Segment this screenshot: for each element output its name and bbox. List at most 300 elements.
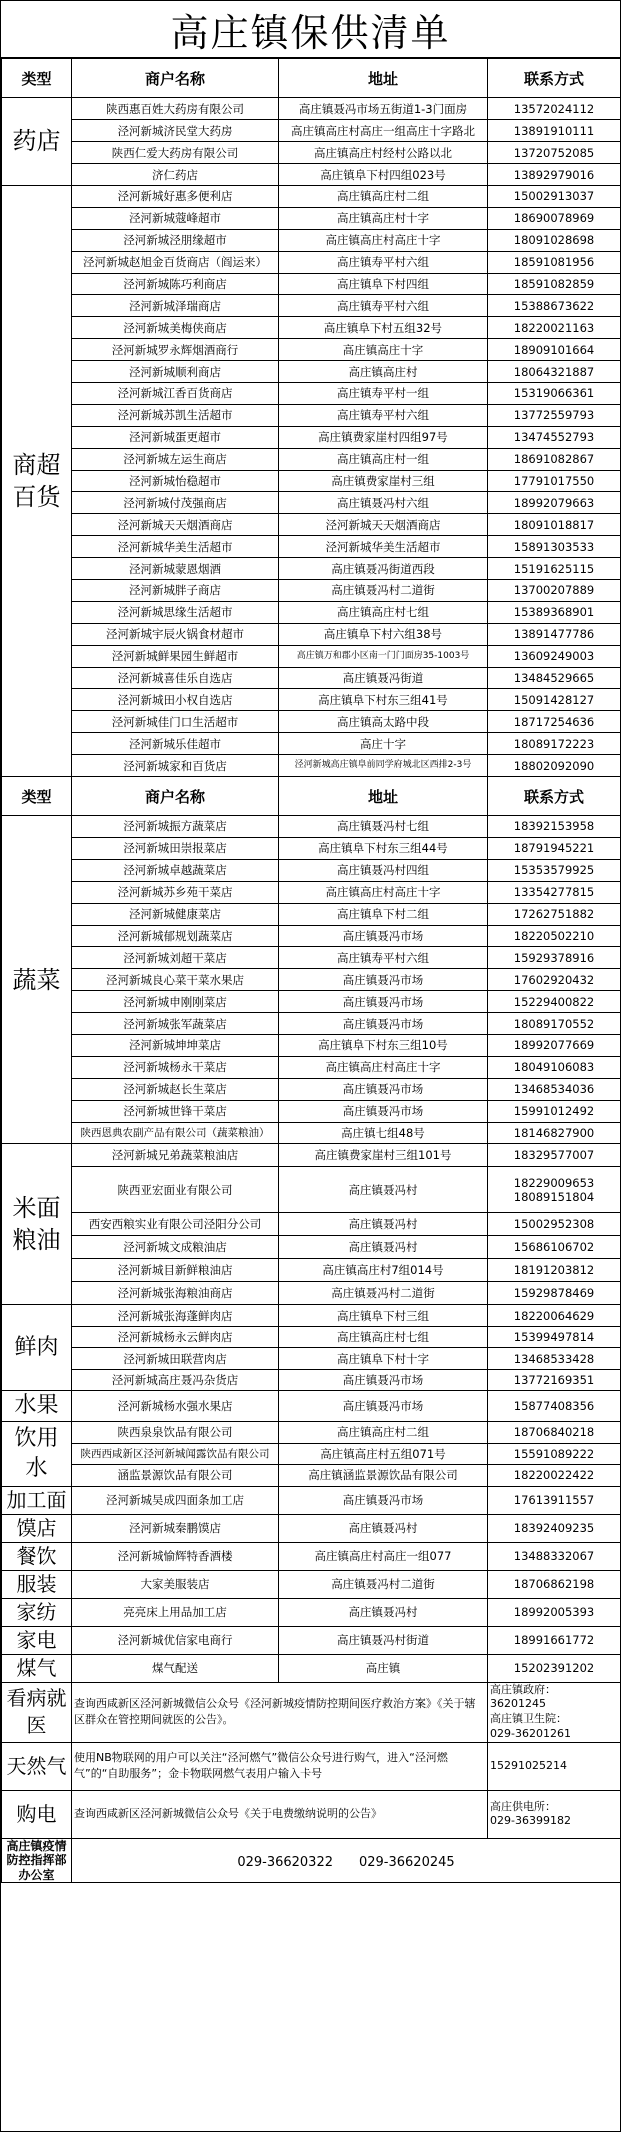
merchant-address: 泾河新城高庄镇阜前同学府城北区西排2-3号: [279, 755, 488, 777]
table-row: [2, 1626, 621, 1654]
merchant-contact: 15877408356: [488, 1391, 621, 1422]
merchant-contact: 18802092090: [488, 755, 621, 777]
merchant-name: 泾河新城天天烟酒商店: [72, 514, 279, 536]
merchant-address: 高庄镇高庄村高庄十字: [279, 881, 488, 903]
merchant-address: 高庄镇阜下村三组: [279, 1305, 488, 1327]
category-single: 餐饮: [2, 1542, 72, 1570]
merchant-address: 高庄镇聂冯村: [279, 1236, 488, 1259]
table-row: [2, 601, 621, 623]
table-row: [2, 120, 621, 142]
merchant-contact: 18992005393: [488, 1598, 621, 1626]
merchant-contact: 15591089222: [488, 1443, 621, 1465]
table-row: [2, 229, 621, 251]
merchant-address: 高庄镇聂冯市场: [279, 1486, 488, 1514]
table-row: [2, 426, 621, 448]
merchant-contact: 18690078969: [488, 207, 621, 229]
header-name: 商户名称: [72, 59, 279, 98]
merchant-address: 高庄镇聂冯村六组: [279, 492, 488, 514]
merchant-name: 泾河新城良心菜干菜水果店: [72, 969, 279, 991]
table-row: [2, 339, 621, 361]
merchant-contact: 13891477786: [488, 623, 621, 645]
merchant-address: 高庄镇聂冯市场: [279, 925, 488, 947]
merchant-name: 泾河新城田崇报菜店: [72, 837, 279, 859]
merchant-contact: 13772169351: [488, 1369, 621, 1391]
merchant-address: 高庄镇费家崖村四组97号: [279, 426, 488, 448]
merchant-name: 泾河新城秦鹏馍店: [72, 1514, 279, 1542]
merchant-name: 泾河新城刘超干菜店: [72, 947, 279, 969]
merchant-contact: 13609249003: [488, 645, 621, 667]
table-row: [2, 164, 621, 186]
merchant-contact: 18591082859: [488, 273, 621, 295]
table-row: [2, 1514, 621, 1542]
table-row: [2, 98, 621, 120]
merchant-address: 高庄镇万和郡小区南一门门面房35-1003号: [279, 645, 488, 667]
merchant-name: 陕西惠百姓大药房有限公司: [72, 98, 279, 120]
table-row: [2, 273, 621, 295]
merchant-address: 高庄镇高庄村五组071号: [279, 1443, 488, 1465]
merchant-contact: 15202391202: [488, 1654, 621, 1682]
header-row: [2, 777, 621, 816]
merchant-name: 泾河新城罗永辉烟酒商行: [72, 339, 279, 361]
merchant-address: 高庄镇聂冯市场: [279, 1369, 488, 1391]
merchant-name: 泾河新城左运生商店: [72, 448, 279, 470]
merchant-address: 高庄镇聂冯村二道街: [279, 580, 488, 602]
merchant-name: 陕西仁爱大药房有限公司: [72, 142, 279, 164]
header-address: 地址: [279, 777, 488, 816]
merchant-address: 高庄镇高庄村: [279, 361, 488, 383]
table-row: [2, 492, 621, 514]
merchant-contact: 15929378916: [488, 947, 621, 969]
merchant-contact: 15229400822: [488, 991, 621, 1013]
merchant-address: 高庄镇阜下村四组023号: [279, 164, 488, 186]
merchant-address: 高庄镇涵监景源饮品有限公司: [279, 1465, 488, 1487]
category-supermarket: 商超百货: [2, 186, 72, 777]
category-vegetable: 蔬菜: [2, 816, 72, 1144]
table-row: [2, 1326, 621, 1348]
merchant-name: 西安西粮实业有限公司泾阳分公司: [72, 1213, 279, 1236]
merchant-contact: 15388673622: [488, 295, 621, 317]
merchant-address: 高庄镇寿平村六组: [279, 251, 488, 273]
merchant-address: 高庄镇阜下村六组38号: [279, 623, 488, 645]
table-row: [2, 1465, 621, 1487]
table-row: [2, 470, 621, 492]
merchant-name: 陕西亚宏面业有限公司: [72, 1167, 279, 1213]
merchant-name: 泾河新城坤坤菜店: [72, 1034, 279, 1056]
merchant-address: 高庄镇聂冯村: [279, 1514, 488, 1542]
category-water: 饮用水: [2, 1422, 72, 1487]
merchant-name: 陕西西咸新区泾河新城闻露饮品有限公司: [72, 1443, 279, 1465]
merchant-contact: 15353579925: [488, 859, 621, 881]
table-row: [2, 1305, 621, 1327]
merchant-contact: 18089170552: [488, 1013, 621, 1035]
header-address: 地址: [279, 59, 488, 98]
table-row: [2, 142, 621, 164]
merchant-address: 高庄镇聂冯市场: [279, 1078, 488, 1100]
merchant-contact: 13484529665: [488, 667, 621, 689]
merchant-contact: 15399497814: [488, 1326, 621, 1348]
table-row: [2, 1122, 621, 1144]
merchant-name: 泾河新城鲜果园生鲜超市: [72, 645, 279, 667]
merchant-name: 泾河新城杨永云鲜肉店: [72, 1326, 279, 1348]
merchant-name: 泾河新城蒙恩烟酒: [72, 558, 279, 580]
merchant-address: 高庄镇阜下村东三组41号: [279, 689, 488, 711]
category-notice: 看病就医: [2, 1682, 72, 1742]
category-single: 加工面: [2, 1486, 72, 1514]
merchant-name: 泾河新城吴成四面条加工店: [72, 1486, 279, 1514]
merchant-address: 高庄镇高庄村高庄一组高庄十字路北: [279, 120, 488, 142]
merchant-name: 泾河新城兄弟蔬菜粮油店: [72, 1144, 279, 1167]
header-row: [2, 59, 621, 98]
table-row: [2, 448, 621, 470]
merchant-name: 泾河新城家和百货店: [72, 755, 279, 777]
table-row: [2, 317, 621, 339]
merchant-name: 大家美服装店: [72, 1570, 279, 1598]
merchant-name: 陕西泉泉饮品有限公司: [72, 1422, 279, 1444]
table-row: [2, 1078, 621, 1100]
merchant-contact: 18091028698: [488, 229, 621, 251]
merchant-name: 泾河新城赵旭金百货商店（阎运来）: [72, 251, 279, 273]
table-row: [2, 623, 621, 645]
table-row: [2, 295, 621, 317]
merchant-address: 高庄镇高庄十字: [279, 339, 488, 361]
merchant-name: 泾河新城怡稳超市: [72, 470, 279, 492]
merchant-address: 高庄镇聂冯村: [279, 1213, 488, 1236]
category-notice: 购电: [2, 1790, 72, 1838]
merchant-name: 泾河新城美梅侠商店: [72, 317, 279, 339]
header-type: 类型: [2, 59, 72, 98]
merchant-name: 泾河新城胖子商店: [72, 580, 279, 602]
table-row: [2, 1391, 621, 1422]
merchant-address: 高庄镇高庄村高庄十字: [279, 229, 488, 251]
merchant-name: 泾河新城佳门口生活超市: [72, 711, 279, 733]
merchant-address: 高庄镇聂冯市场: [279, 969, 488, 991]
table-row: [2, 733, 621, 755]
merchant-name: 泾河新城赵长生菜店: [72, 1078, 279, 1100]
merchant-address: 高庄镇聂冯村: [279, 1167, 488, 1213]
merchant-contact: 15686106702: [488, 1236, 621, 1259]
merchant-contact: 17602920432: [488, 969, 621, 991]
merchant-address: 高庄镇聂冯市场五街道1-3门面房: [279, 98, 488, 120]
merchant-contact: 15389368901: [488, 601, 621, 623]
merchant-address: 高庄镇寿平村六组: [279, 947, 488, 969]
category-pharmacy: 药店: [2, 98, 72, 186]
merchant-name: 泾河新城申刚刚菜店: [72, 991, 279, 1013]
merchant-contact: 18991661772: [488, 1626, 621, 1654]
merchant-contact: 15191625115: [488, 558, 621, 580]
merchant-name: 煤气配送: [72, 1654, 279, 1682]
merchant-name: 泾河新城蔻峰超市: [72, 207, 279, 229]
merchant-address: 高庄镇高庄村七组: [279, 1326, 488, 1348]
table-row: [2, 251, 621, 273]
merchant-address: 高庄镇寿平村一组: [279, 383, 488, 405]
table-row: [2, 514, 621, 536]
merchant-contact: 18992077669: [488, 1034, 621, 1056]
table-row: [2, 1056, 621, 1078]
merchant-contact: 18191203812: [488, 1259, 621, 1282]
merchant-contact: 15319066361: [488, 383, 621, 405]
notice-row: [2, 1682, 621, 1742]
merchant-address: 高庄镇聂冯村二道街: [279, 1570, 488, 1598]
merchant-address: 高庄镇聂冯村: [279, 1598, 488, 1626]
table-row: [2, 816, 621, 838]
notice-row: [2, 1790, 621, 1838]
merchant-name: 泾河新城文成粮油店: [72, 1236, 279, 1259]
merchant-name: 泾河新城好惠多便利店: [72, 186, 279, 208]
table-row: [2, 755, 621, 777]
merchant-name: 泾河新城卓越蔬菜店: [72, 859, 279, 881]
notice-contact: 高庄镇政府： 36201245 高庄镇卫生院： 029-36201261: [488, 1682, 621, 1742]
merchant-address: 高庄镇阜下村二组: [279, 903, 488, 925]
header-contact: 联系方式: [488, 777, 621, 816]
merchant-contact: 18909101664: [488, 339, 621, 361]
table-row: [2, 1100, 621, 1122]
merchant-address: 高庄镇聂冯市场: [279, 1391, 488, 1422]
merchant-name: 泾河新城田小权自选店: [72, 689, 279, 711]
merchant-contact: 13700207889: [488, 580, 621, 602]
merchant-contact: 13468533428: [488, 1348, 621, 1370]
merchant-contact: 17613911557: [488, 1486, 621, 1514]
merchant-address: 高庄镇费家崖村三组: [279, 470, 488, 492]
notice-text: 使用NB物联网的用户可以关注“泾河燃气”微信公众号进行购气，进入“泾河燃气”的“自助服务”；金卡物联网燃气表用户输入卡号: [72, 1742, 488, 1790]
merchant-name: 济仁药店: [72, 164, 279, 186]
table-row: [2, 1443, 621, 1465]
category-single: 家纺: [2, 1598, 72, 1626]
merchant-address: 高庄镇聂冯市场: [279, 991, 488, 1013]
merchant-address: 高庄镇阜下村五组32号: [279, 317, 488, 339]
merchant-name: 泾河新城喜佳乐自选店: [72, 667, 279, 689]
notice-contact: 高庄供电所： 029-36399182: [488, 1790, 621, 1838]
table-row: [2, 881, 621, 903]
table-row: [2, 1144, 621, 1167]
merchant-contact: 13468534036: [488, 1078, 621, 1100]
merchant-contact: 13772559793: [488, 404, 621, 426]
supply-table: [1, 58, 621, 1883]
merchant-contact: 18717254636: [488, 711, 621, 733]
table-row: [2, 1034, 621, 1056]
table-row: [2, 1236, 621, 1259]
notice-row: [2, 1742, 621, 1790]
merchant-contact: 18229009653 18089151804: [488, 1167, 621, 1213]
merchant-address: 高庄镇聂冯村二道街: [279, 1282, 488, 1305]
notice-text: 查询西咸新区泾河新城微信公众号《泾河新城疫情防控期间医疗救治方案》《关于辖区群众在管控期间就医的公告》。: [72, 1682, 488, 1742]
table-row: [2, 1369, 621, 1391]
merchant-contact: 18220021163: [488, 317, 621, 339]
page-title: 高庄镇保供清单: [1, 1, 620, 58]
category-single: 家电: [2, 1626, 72, 1654]
merchant-contact: 15891303533: [488, 536, 621, 558]
table-row: [2, 404, 621, 426]
table-row: [2, 558, 621, 580]
merchant-name: 泾河新城顺利商店: [72, 361, 279, 383]
merchant-contact: 15091428127: [488, 689, 621, 711]
table-row: [2, 536, 621, 558]
category-single: 煤气: [2, 1654, 72, 1682]
table-row: [2, 1654, 621, 1682]
notice-text: 查询西咸新区泾河新城微信公众号《关于电费缴纳说明的公告》: [72, 1790, 488, 1838]
table-row: [2, 947, 621, 969]
merchant-name: 泾河新城健康菜店: [72, 903, 279, 925]
merchant-name: 泾河新城泽瑞商店: [72, 295, 279, 317]
merchant-name: 陕西恩典农副产品有限公司（蔬菜粮油）: [72, 1122, 279, 1144]
merchant-address: 高庄镇七组48号: [279, 1122, 488, 1144]
table-row: [2, 207, 621, 229]
table-row: [2, 925, 621, 947]
merchant-name: 泾河新城泾朋缘超市: [72, 229, 279, 251]
merchant-contact: 18146827900: [488, 1122, 621, 1144]
table-row: [2, 1282, 621, 1305]
merchant-contact: 17791017550: [488, 470, 621, 492]
merchant-address: 高庄镇聂冯市场: [279, 1013, 488, 1035]
merchant-address: 高庄镇高庄村十字: [279, 207, 488, 229]
table-row: [2, 837, 621, 859]
merchant-contact: 13572024112: [488, 98, 621, 120]
merchant-contact: 18329577007: [488, 1144, 621, 1167]
table-row: [2, 361, 621, 383]
merchant-contact: 15002913037: [488, 186, 621, 208]
merchant-address: 高庄镇高庄村经村公路以北: [279, 142, 488, 164]
merchant-contact: 15002952308: [488, 1213, 621, 1236]
merchant-name: 亮亮床上用品加工店: [72, 1598, 279, 1626]
merchant-contact: 18091018817: [488, 514, 621, 536]
table-row: [2, 991, 621, 1013]
merchant-address: 高庄镇阜下村十字: [279, 1348, 488, 1370]
merchant-contact: 13354277815: [488, 881, 621, 903]
merchant-contact: 18706840218: [488, 1422, 621, 1444]
merchant-address: 高庄镇聂冯街道西段: [279, 558, 488, 580]
merchant-contact: 13488332067: [488, 1542, 621, 1570]
merchant-address: 泾河新城天天烟酒商店: [279, 514, 488, 536]
header-contact: 联系方式: [488, 59, 621, 98]
table-row: [2, 1013, 621, 1035]
category-meat: 鲜肉: [2, 1305, 72, 1391]
merchant-name: 泾河新城宇辰火锅食材超市: [72, 623, 279, 645]
table-row: [2, 1542, 621, 1570]
merchant-name: 泾河新城蛋更超市: [72, 426, 279, 448]
table-row: [2, 580, 621, 602]
merchant-address: 高庄镇聂冯村街道: [279, 1626, 488, 1654]
merchant-name: 泾河新城张海粮油商店: [72, 1282, 279, 1305]
table-row: [2, 1422, 621, 1444]
merchant-address: 高庄镇高庄村七组: [279, 601, 488, 623]
header-name: 商户名称: [72, 777, 279, 816]
merchant-contact: 18220502210: [488, 925, 621, 947]
merchant-address: 高庄镇寿平村六组: [279, 295, 488, 317]
merchant-contact: 18691082867: [488, 448, 621, 470]
merchant-contact: 18064321887: [488, 361, 621, 383]
table-row: [2, 667, 621, 689]
merchant-address: 高庄镇高庄村一组: [279, 448, 488, 470]
merchant-contact: 18220022422: [488, 1465, 621, 1487]
table-row: [2, 1598, 621, 1626]
merchant-address: 高庄镇聂冯村四组: [279, 859, 488, 881]
merchant-address: 高庄镇高庄村7组014号: [279, 1259, 488, 1282]
merchant-contact: 18049106083: [488, 1056, 621, 1078]
merchant-contact: 13720752085: [488, 142, 621, 164]
merchant-contact: 18591081956: [488, 251, 621, 273]
merchant-name: 涵监景源饮品有限公司: [72, 1465, 279, 1487]
table-row: [2, 689, 621, 711]
merchant-contact: 15929878469: [488, 1282, 621, 1305]
merchant-contact: 18392409235: [488, 1514, 621, 1542]
merchant-name: 泾河新城付茂强商店: [72, 492, 279, 514]
merchant-address: 高庄镇阜下村东三组44号: [279, 837, 488, 859]
merchant-address: 泾河新城华美生活超市: [279, 536, 488, 558]
table-row: [2, 711, 621, 733]
merchant-address: 高庄镇阜下村东三组10号: [279, 1034, 488, 1056]
table-row: [2, 1486, 621, 1514]
table-row: [2, 383, 621, 405]
table-row: [2, 1259, 621, 1282]
merchant-address: 高庄镇寿平村六组: [279, 404, 488, 426]
merchant-name: 泾河新城世锋干菜店: [72, 1100, 279, 1122]
merchant-address: 高庄镇阜下村四组: [279, 273, 488, 295]
table-row: [2, 1570, 621, 1598]
merchant-name: 泾河新城苏乡苑干菜店: [72, 881, 279, 903]
merchant-contact: 18791945221: [488, 837, 621, 859]
category-single: 服装: [2, 1570, 72, 1598]
merchant-name: 泾河新城优信家电商行: [72, 1626, 279, 1654]
merchant-name: 泾河新城思缘生活超市: [72, 601, 279, 623]
merchant-contact: 18089172223: [488, 733, 621, 755]
merchant-name: 泾河新城张海蓬鲜肉店: [72, 1305, 279, 1327]
merchant-name: 泾河新城杨永干菜店: [72, 1056, 279, 1078]
merchant-name: 泾河新城郁规划蔬菜店: [72, 925, 279, 947]
merchant-address: 高庄镇: [279, 1654, 488, 1682]
table-row: [2, 859, 621, 881]
merchant-name: 泾河新城目新鲜粮油店: [72, 1259, 279, 1282]
merchant-contact: 13474552793: [488, 426, 621, 448]
merchant-address: 高庄镇费家崖村三组101号: [279, 1144, 488, 1167]
notice-contact: 15291025214: [488, 1742, 621, 1790]
merchant-address: 高庄镇高太路中段: [279, 711, 488, 733]
table-row: [2, 645, 621, 667]
table-row: [2, 1348, 621, 1370]
footer-row: [2, 1838, 621, 1882]
merchant-address: 高庄镇聂冯市场: [279, 1100, 488, 1122]
merchant-contact: 15991012492: [488, 1100, 621, 1122]
table-row: [2, 1167, 621, 1213]
merchant-contact: 13891910111: [488, 120, 621, 142]
category-fruit: 水果: [2, 1391, 72, 1422]
merchant-contact: 18392153958: [488, 816, 621, 838]
table-row: [2, 903, 621, 925]
merchant-address: 高庄镇高庄村高庄十字: [279, 1056, 488, 1078]
merchant-name: 泾河新城振方蔬菜店: [72, 816, 279, 838]
merchant-name: 泾河新城高庄聂冯杂货店: [72, 1369, 279, 1391]
header-type: 类型: [2, 777, 72, 816]
category-single: 馍店: [2, 1514, 72, 1542]
table-row: [2, 969, 621, 991]
merchant-address: 高庄镇高庄村高庄一组077: [279, 1542, 488, 1570]
merchant-name: 泾河新城陈巧利商店: [72, 273, 279, 295]
merchant-name: 泾河新城乐佳超市: [72, 733, 279, 755]
merchant-name: 泾河新城杨水强水果店: [72, 1391, 279, 1422]
category-grain: 米面粮油: [2, 1144, 72, 1305]
merchant-name: 泾河新城济民堂大药房: [72, 120, 279, 142]
merchant-name: 泾河新城田联营肉店: [72, 1348, 279, 1370]
footer-office: 高庄镇疫情防控指挥部办公室: [2, 1838, 72, 1882]
merchant-name: 泾河新城张军蔬菜店: [72, 1013, 279, 1035]
merchant-address: 高庄镇高庄村二组: [279, 1422, 488, 1444]
merchant-contact: 13892979016: [488, 164, 621, 186]
table-row: [2, 1213, 621, 1236]
merchant-name: 泾河新城江香百货商店: [72, 383, 279, 405]
merchant-address: 高庄镇聂冯村七组: [279, 816, 488, 838]
merchant-name: 泾河新城愉辉特香酒楼: [72, 1542, 279, 1570]
merchant-address: 高庄十字: [279, 733, 488, 755]
merchant-name: 泾河新城苏凯生活超市: [72, 404, 279, 426]
merchant-contact: 17262751882: [488, 903, 621, 925]
